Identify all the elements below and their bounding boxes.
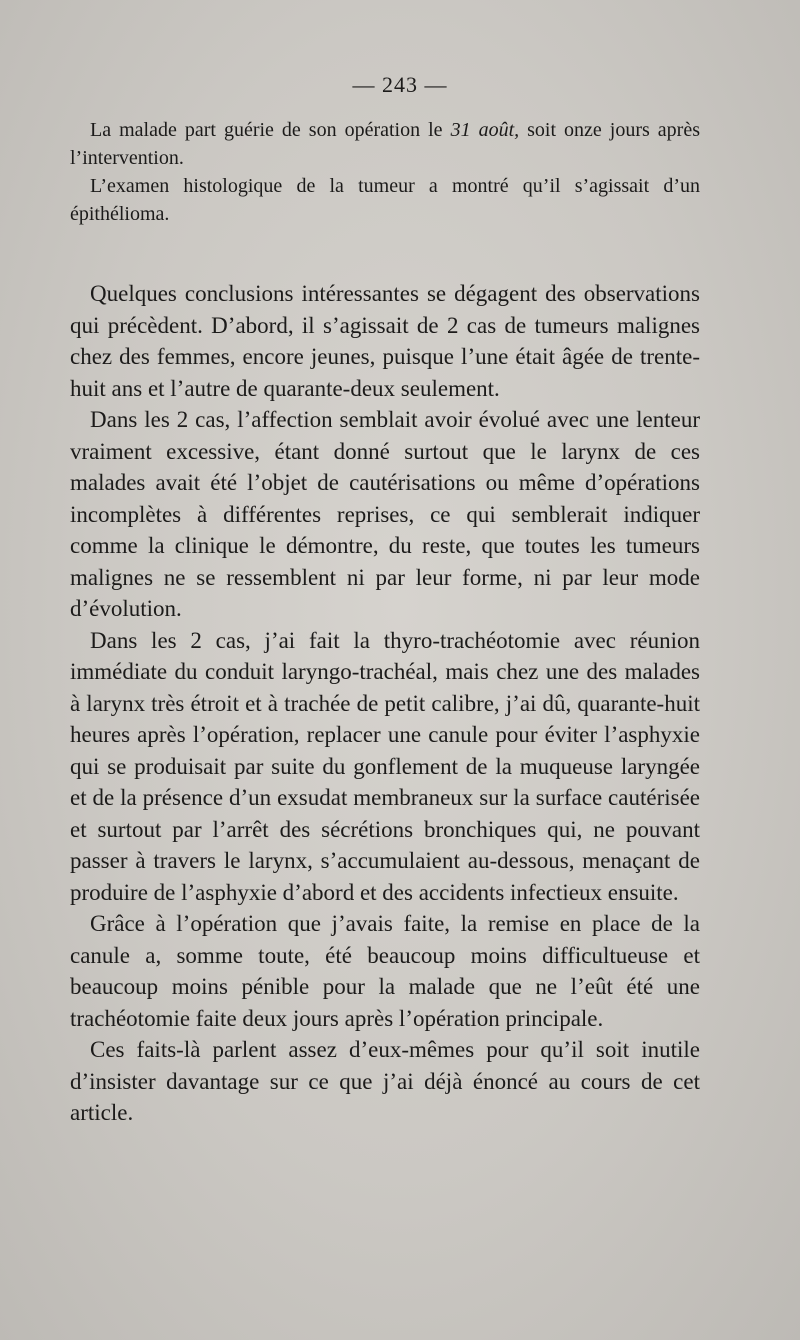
body-paragraph-4: Grâce à l’opération que j’avais faite, la remise en place de la canule a, somme toute, été beaucoup moins difficultueuse et beaucoup moins pénible pour la malade que ne l’eût été une trachéotomie faite deux jours après l’opération principale. [70,911,700,1031]
body-paragraph-5: Ces faits-là parlent assez d’eux-mêmes pour qu’il soit inutile d’insister davantage sur ce que j’ai déjà énoncé au cours de cet article. [70,1037,700,1125]
page-number: — 243 — [352,72,448,97]
discharge-text-start: La malade part guérie de son opération le [90,119,451,141]
discharge-date: 31 août, [450,119,520,141]
conclusions-section [70,278,700,1129]
body-paragraph-2: Dans les 2 cas, l’affection semblait avoir évolué avec une lenteur vraiment excessive, étant donné surtout que le larynx de ces malades avait été l’objet de cautérisations ou même d’opérations incomplètes à différentes reprises, ce qui semblerait indiquer comme la clinique le démontre, du reste, que toutes les tumeurs malignes ne se ressemblent ni par leur forme, ni par leur mode d’évolution. [70,407,700,621]
discharge-paragraph [70,116,700,172]
case-conclusion-section [70,116,700,228]
body-paragraph-3: Dans les 2 cas, j’ai fait la thyro-trachéotomie avec réunion immédiate du conduit laryngo-trachéal, mais chez une des malades à larynx très étroit et à trachée de petit calibre, j’ai dû, quarante-huit heures après l’opération, replacer une canule pour éviter l’asphyxie qui se produisait par suite du gonflement de la muqueuse laryngée et de la présence d’un exsudat membraneux sur la surface cautérisée et surtout par l’arrêt des sécrétions bronchiques qui, ne pouvant passer à travers le larynx, s’accumulaient au-dessous, menaçant de produire de l’asphyxie d’abord et des accidents infectieux ensuite. [70,627,700,905]
body-paragraph-1: Quelques conclusions intéressantes se dégagent des observations qui précèdent. D’abord, il s’agissait de 2 cas de tumeurs malignes chez des femmes, encore jeunes, puisque l’une était âgée de trente-huit ans et l’autre de quarante-deux seulement. [70,281,700,401]
discharge-text-end: soit onze jours après l’intervention. [70,119,700,169]
histology-paragraph: L’examen histologique de la tumeur a montré qu’il s’agissait d’un épithélioma. [70,175,700,225]
